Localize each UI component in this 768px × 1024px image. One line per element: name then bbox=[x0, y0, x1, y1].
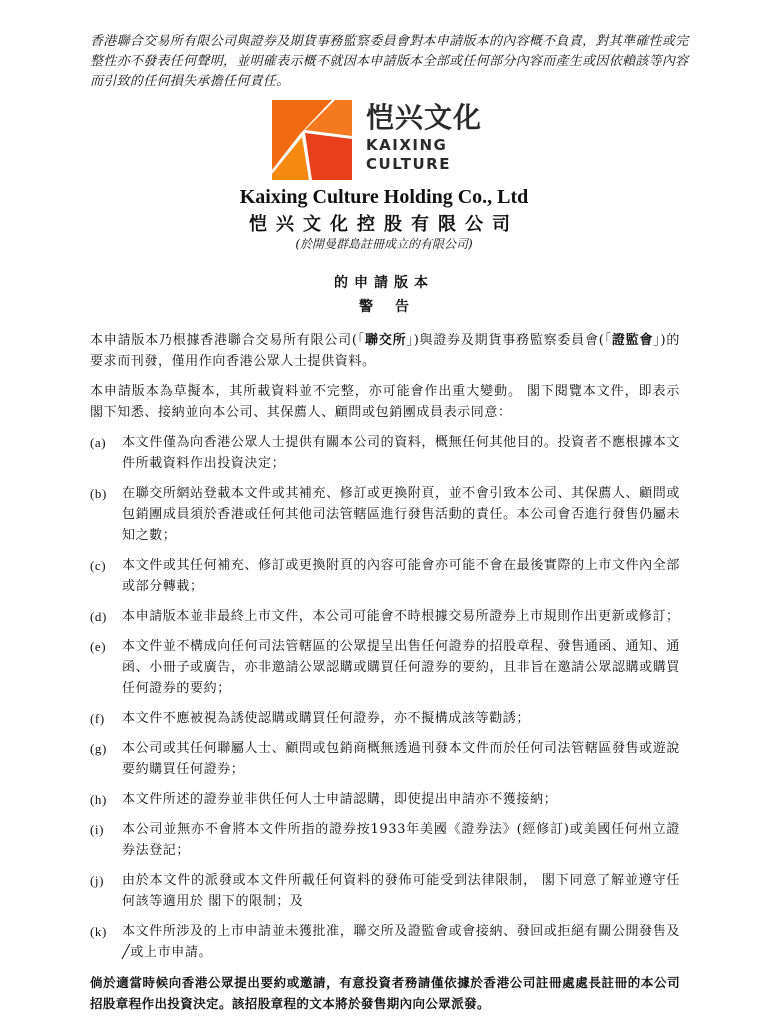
item-text: 在聯交所網站登載本文件或其補充、修訂或更換附頁，並不會引致本公司、其保薦人、顧問或包銷團成員須於香港或任何其他司法管轄區進行發售活動的責任。本公司會否進行發售仍屬未知之數； bbox=[122, 486, 680, 543]
list-item bbox=[90, 819, 680, 861]
item-text: 由於本文件的派發或本文件所載任何資料的發佈可能受到法律限制， 閣下同意了解並遵守任何該等適用於 閣下的限制；及 bbox=[122, 873, 680, 909]
heading-warning: 警告 bbox=[359, 299, 431, 315]
text-run: 本申請版本乃根據香港聯合交易所有限公司(「 bbox=[90, 333, 366, 348]
text-run: 」)與證券及期貨事務監察委員會(「 bbox=[406, 333, 612, 348]
item-label: (a) bbox=[90, 435, 107, 450]
item-label: (h) bbox=[90, 792, 107, 807]
item-label: (b) bbox=[90, 486, 107, 501]
bold-term-exchange: 聯交所 bbox=[365, 333, 407, 348]
list-item bbox=[90, 636, 680, 699]
company-name-chinese: 恺兴文化控股有限公司 bbox=[249, 214, 519, 235]
item-text: 本文件不應被視為誘使認購或購買任何證券，亦不擬構成該等勸誘； bbox=[122, 711, 531, 726]
item-text: 本文件僅為向香港公眾人士提供有關本公司的資料，概無任何其他目的。投資者不應根據本文件所載資料作出投資決定； bbox=[122, 435, 680, 471]
item-label: (g) bbox=[90, 741, 107, 756]
item-text: 本文件並不構成向任何司法管轄區的公眾提呈出售任何證券的招股章程、發售通函、通知、通函、小冊子或廣告，亦非邀請公眾認購或購買任何證券的要約，且非旨在邀請公眾認購或購買任何證券的要約； bbox=[122, 639, 680, 696]
item-label: (k) bbox=[90, 924, 107, 939]
intro-paragraph-2: 本申請版本為草擬本，其所載資料並不完整，亦可能會作出重大變動。 閣下閱覽本文件，即表示 閣下知悉、接納並向本公司、其保薦人、顧問或包銷團成員表示同意： bbox=[90, 384, 680, 420]
item-label: (c) bbox=[90, 558, 107, 573]
item-text: 本文件所述的證券並非供任何人士申請認購，即使提出申請亦不獲接納； bbox=[122, 792, 558, 807]
text-run: 」)的要求而刊發，僅用作向香港公眾人士提供資料。 bbox=[90, 333, 680, 369]
logo-mark-icon bbox=[272, 100, 352, 180]
incorporation-note: (於開曼群島註冊成立的有限公司) bbox=[295, 237, 473, 251]
list-item bbox=[90, 555, 680, 597]
list-item bbox=[90, 789, 680, 810]
item-text: 本公司並無亦不會將本文件所指的證券按1933年美國《證券法》(經修訂)或美國任何州立證券法登記； bbox=[122, 822, 680, 858]
logo-english-text-1: KAIXING bbox=[366, 136, 448, 154]
item-text: 本文件或其任何補充、修訂或更換附頁的內容可能會亦可能不會在最後實際的上市文件內全部或部分轉載； bbox=[122, 558, 680, 594]
intro-paragraph-1 bbox=[90, 330, 680, 372]
item-text: 本文件所涉及的上市申請並未獲批准，聯交所及證監會或會接納、發回或拒絕有關公開發售及╱或上市申請。 bbox=[122, 924, 680, 960]
logo-english-text-2: CULTURE bbox=[366, 155, 451, 173]
list-item bbox=[90, 921, 680, 963]
logo-chinese-text: 恺兴文化 bbox=[366, 101, 483, 134]
list-item bbox=[90, 483, 680, 546]
list-item bbox=[90, 606, 680, 627]
heading-application-version: 的申請版本 bbox=[334, 275, 434, 291]
closing-notice: 倘於適當時候向香港公眾提出要約或邀請，有意投資者務請僅依據於香港公司註冊處處長註冊的本公司招股章程作出投資決定。該招股章程的文本將於發售期內向公眾派發。 bbox=[90, 975, 680, 1011]
list-item bbox=[90, 432, 680, 474]
item-label: (f) bbox=[90, 711, 105, 726]
company-name-english: Kaixing Culture Holding Co., Ltd bbox=[239, 186, 529, 208]
item-label: (e) bbox=[90, 639, 107, 654]
list-item bbox=[90, 738, 680, 780]
list-item bbox=[90, 708, 680, 729]
item-text: 本公司或其任何聯屬人士、顧問或包銷商概無透過刊發本文件而於任何司法管轄區發售或遊說要約購買任何證券； bbox=[122, 741, 680, 777]
terms-list bbox=[90, 432, 680, 963]
document-body bbox=[90, 330, 680, 1023]
item-label: (i) bbox=[90, 822, 105, 837]
item-label: (d) bbox=[90, 609, 107, 624]
item-text: 本申請版本並非最終上市文件，本公司可能會不時根據交易所證券上市規則作出更新或修訂； bbox=[122, 609, 680, 624]
item-label: (j) bbox=[90, 873, 105, 888]
regulatory-disclaimer: 香港聯合交易所有限公司與證券及期貨事務監察委員會對本申請版本的內容概不負責，對其準確性或完整性亦不發表任何聲明，並明確表示概不就因本申請版本全部或任何部分內容而產生或因依賴該等內容而引致的任何損失承擔任何責任。 bbox=[90, 34, 689, 89]
company-logo bbox=[272, 100, 502, 180]
list-item bbox=[90, 870, 680, 912]
bold-term-sfc: 證監會 bbox=[611, 333, 654, 348]
